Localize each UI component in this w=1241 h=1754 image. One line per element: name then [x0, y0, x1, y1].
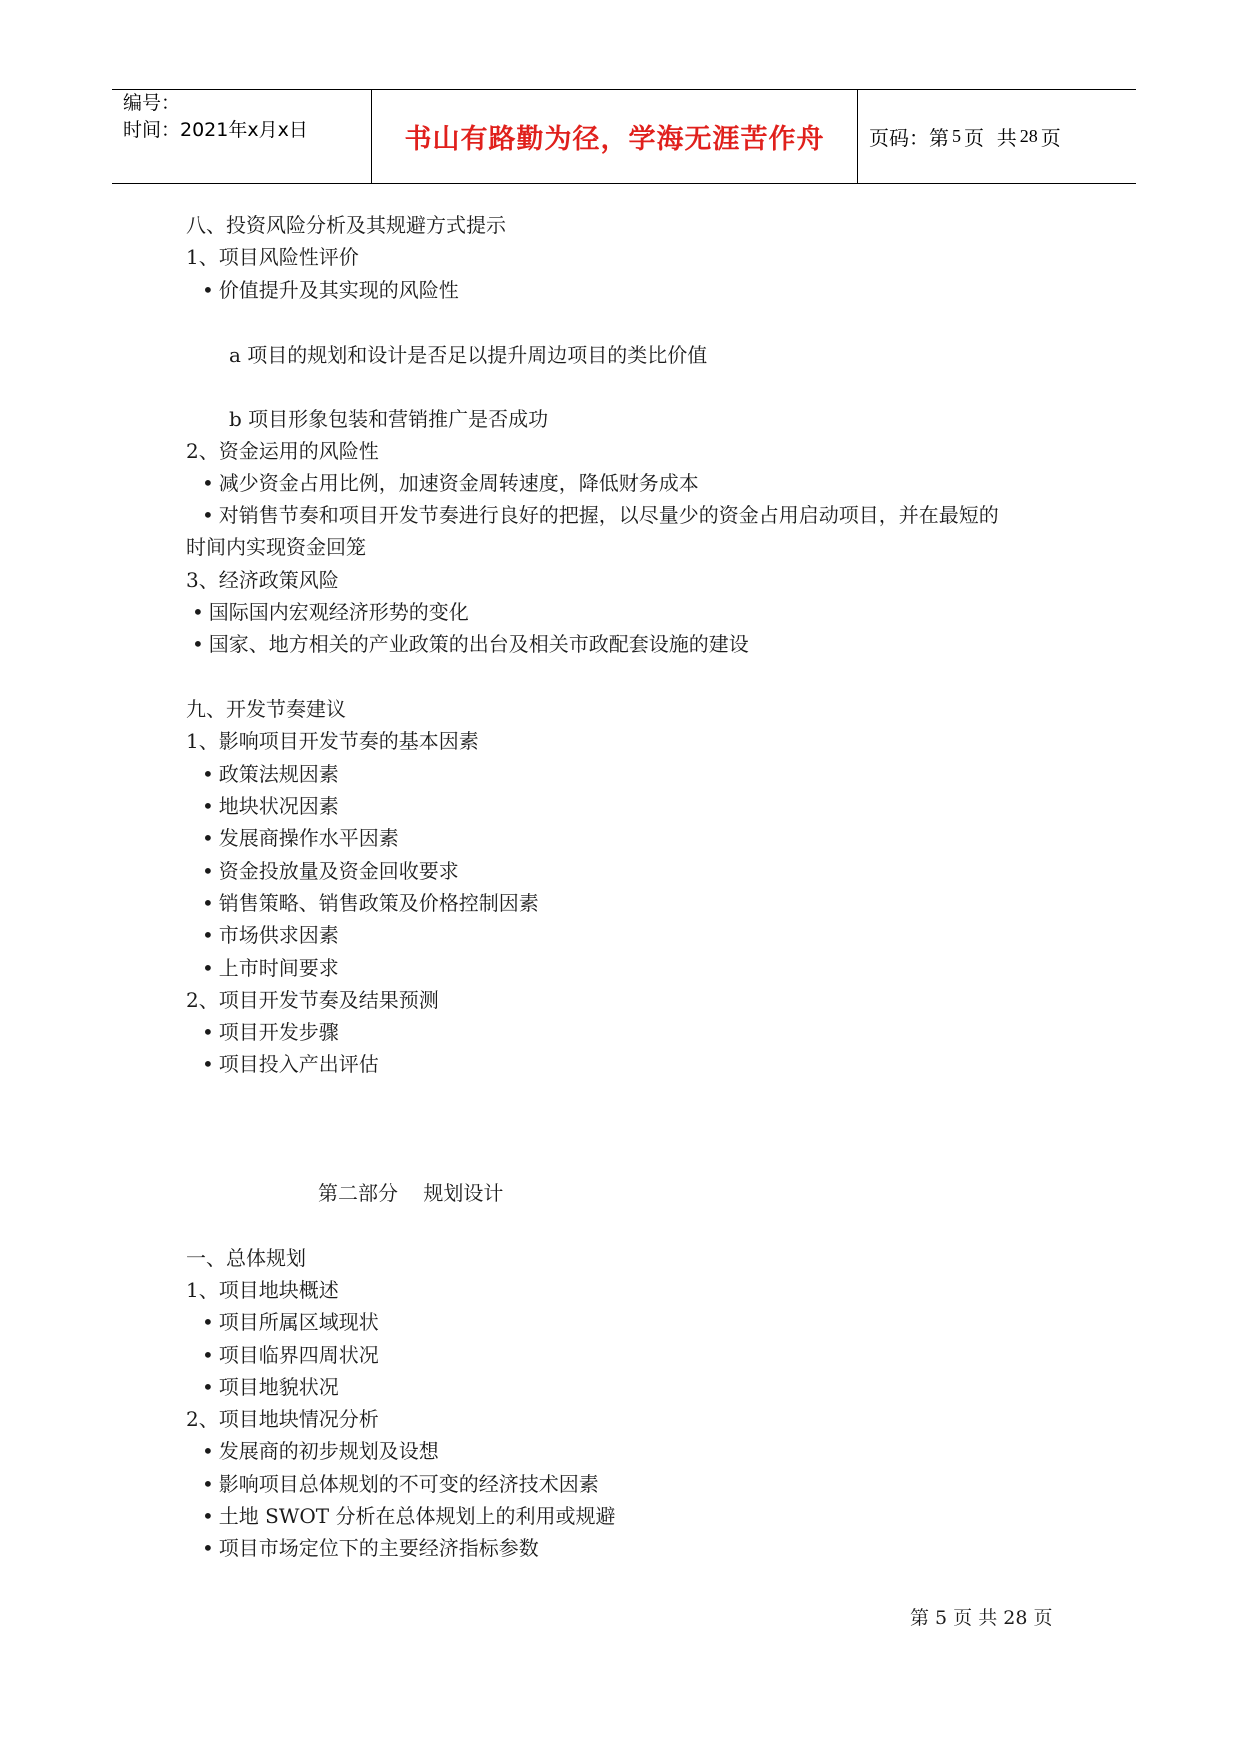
list-item: • 项目投入产出评估	[202, 1050, 379, 1078]
document-header	[112, 89, 1136, 184]
list-item: • 销售策略、销售政策及价格控制因素	[202, 889, 539, 917]
list-item: • 项目市场定位下的主要经济指标参数	[202, 1534, 539, 1562]
subsection-heading: 1、项目地块概述	[186, 1278, 339, 1302]
section-heading: 九、开发节奏建议	[186, 697, 346, 721]
header-number-label: 编号：	[123, 92, 181, 114]
header-time-label: 时间：2021年x月x日	[123, 119, 308, 141]
subsection-heading: 3、经济政策风险	[186, 568, 339, 592]
list-item: • 发展商的初步规划及设想	[202, 1437, 439, 1465]
header-page-info	[869, 90, 1061, 183]
section-heading: 一、总体规划	[186, 1246, 306, 1270]
list-item: • 项目所属区域现状	[202, 1308, 379, 1336]
list-item: • 土地 SWOT 分析在总体规划上的利用或规避	[202, 1502, 616, 1530]
list-item: • 国际国内宏观经济形势的变化	[192, 598, 469, 626]
list-item: • 市场供求因素	[202, 921, 339, 949]
list-item: b 项目形象包装和营销推广是否成功	[229, 407, 549, 431]
list-item: • 上市时间要求	[202, 954, 339, 982]
page-suffix: 页	[1040, 126, 1061, 150]
subsection-heading: 1、项目风险性评价	[186, 245, 359, 269]
page-prefix: 页码：第	[869, 126, 949, 150]
list-item: • 国家、地方相关的产业政策的出台及相关市政配套设施的建设	[192, 630, 749, 658]
section-heading: 八、投资风险分析及其规避方式提示	[186, 213, 506, 237]
list-item: • 资金投放量及资金回收要求	[202, 857, 459, 885]
subsection-heading: 2、资金运用的风险性	[186, 439, 379, 463]
header-meta	[123, 90, 308, 144]
list-item: • 项目临界四周状况	[202, 1341, 379, 1369]
list-item: a 项目的规划和设计是否足以提升周边项目的类比价值	[229, 343, 708, 367]
part-title: 第二部分 规划设计	[318, 1181, 504, 1205]
page-mid: 页 共	[964, 126, 1017, 150]
subsection-heading: 2、项目地块情况分析	[186, 1407, 379, 1431]
list-item: • 项目开发步骤	[202, 1018, 339, 1046]
header-divider	[857, 90, 858, 183]
subsection-heading: 2、项目开发节奏及结果预测	[186, 988, 439, 1012]
subsection-heading: 1、影响项目开发节奏的基本因素	[186, 729, 479, 753]
list-item: • 价值提升及其实现的风险性	[202, 276, 459, 304]
page-current: 5	[952, 126, 961, 146]
list-item: • 影响项目总体规划的不可变的经济技术因素	[202, 1470, 599, 1498]
list-item: • 项目地貌状况	[202, 1373, 339, 1401]
header-motto: 书山有路勤为径，学海无涯苦作舟	[404, 124, 825, 155]
page-footer: 第 5 页 共 28 页	[910, 1607, 1053, 1629]
page-total: 28	[1019, 126, 1038, 146]
list-item: • 对销售节奏和项目开发节奏进行良好的把握，以尽量少的资金占用启动项目，并在最短的	[202, 501, 999, 529]
paragraph-continuation: 时间内实现资金回笼	[186, 535, 366, 559]
list-item: • 政策法规因素	[202, 760, 339, 788]
list-item: • 减少资金占用比例，加速资金周转速度，降低财务成本	[202, 469, 699, 497]
list-item: • 地块状况因素	[202, 792, 339, 820]
list-item: • 发展商操作水平因素	[202, 824, 399, 852]
